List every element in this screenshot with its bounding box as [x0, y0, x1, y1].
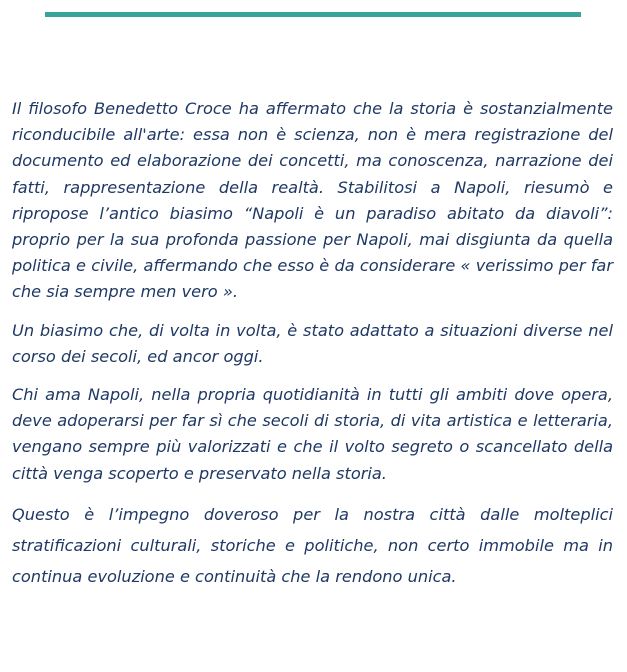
document-body: [12, 96, 613, 604]
paragraph-croce: Il filosofo Benedetto Croce ha affermato che la storia è sostanzialmente riconducibile all'arte: essa non è scienza, non è mera registrazione del documento ed elaborazione dei concetti, ma conoscenza, narrazione dei fatti, rappresentazione della realtà. Stabilitosi a Napoli, riesumò e ripropose l’antico biasimo “Napoli è un paradiso abitato da diavoli”: proprio per la sua profonda passione per Napoli, mai disgiunta da quella politica e civile, affermando che esso è da considerare « verissimo per far che sia sempre men vero ».: [12, 99, 613, 302]
paragraph-impegno: Questo è l’impegno doveroso per la nostra città dalle molteplici stratificazioni culturali, storiche e politiche, non certo immobile ma in continua evoluzione e continuità che la rendono unica.: [12, 504, 613, 586]
top-divider: [45, 12, 581, 17]
paragraph-biasimo: Un biasimo che, di volta in volta, è stato adattato a situazioni diverse nel corso dei secoli, ed ancor oggi.: [12, 320, 613, 366]
paragraph-chi-ama-napoli: Chi ama Napoli, nella propria quotidianità in tutti gli ambiti dove opera, deve adoperarsi per far sì che secoli di storia, di vita artistica e letteraria, vengano sempre più valorizzati e che il volto segreto o scancellato della città venga scoperto e preservato nella storia.: [12, 385, 613, 483]
